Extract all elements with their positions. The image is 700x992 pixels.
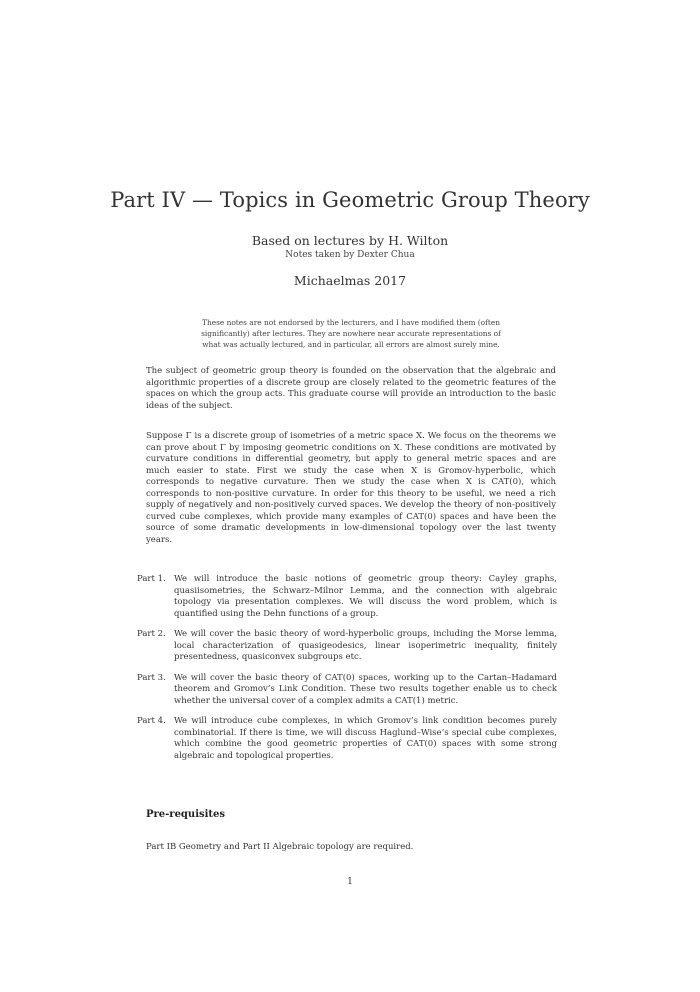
lecturer-line: Based on lectures by H. Wilton: [251, 233, 449, 248]
term-line: Michaelmas 2017: [293, 273, 407, 288]
course-part-item: [137, 574, 557, 620]
part-description: We will cover the basic theory of word-hyperbolic groups, including the Morse lemma, local characterization of quasigeodesics, linear isoperimetric inequality, finitely presentedness, quasiconvex subgroups etc.: [174, 629, 557, 662]
page-number: 1: [347, 877, 353, 887]
course-part-item: [137, 629, 557, 664]
part-label: Part 2.: [137, 629, 166, 639]
part-description: We will introduce cube complexes, in which Gromov’s link condition becomes purely combinatorial. If there is time, we will discuss Haglund–Wise’s special cube complexes, which combine the good geometric properties of CAT(0) spaces with some strong algebraic and topological properties.: [174, 716, 557, 761]
part-label: Part 4.: [137, 716, 166, 726]
part-description: We will cover the basic theory of CAT(0) spaces, working up to the Cartan–Hadamard theorem and Gromov’s Link Condition. These two results together enable us to check whether the universal cover of a complex admits a CAT(1) metric.: [174, 672, 557, 706]
prerequisites-heading: Pre-requisites: [146, 809, 226, 820]
prerequisites-text: Part IB Geometry and Part II Algebraic topology are required.: [146, 842, 414, 852]
course-part-item: [137, 716, 557, 762]
part-description: We will introduce the basic notions of geometric group theory: Cayley graphs, quasiisometries, the Schwarz–Milnor Lemma, and the connection with algebraic topology via presentation complexes. We will discuss the word problem, which is quantified using the Dehn functions of a group.: [174, 574, 557, 619]
notes-author-line: Notes taken by Dexter Chua: [285, 250, 415, 260]
course-part-item: [137, 673, 557, 708]
overview-paragraph: Suppose Γ is a discrete group of isometries of a metric space X. We focus on the theorems we can prove about Γ by imposing geometric conditions on X. These conditions are motivated by curvature conditions in differential geometry, but apply to general metric spaces and are much easier to state. First we study the case when X is Gromov-hyperbolic, which corresponds to negative curvature. Then we study the case when X is CAT(0), which corresponds to non-positive curvature. In order for this theory to be useful, we need a rich supply of negatively and non-positively curved spaces. We develop the theory of non-positively curved cube complexes, which provide many examples of CAT(0) spaces and have been the source of some dramatic developments in low-dimensional topology over the last twenty years.: [146, 431, 556, 545]
part-label: Part 3.: [137, 672, 166, 683]
course-parts-list: [137, 574, 557, 771]
document-title: Part IV — Topics in Geometric Group Theory: [110, 188, 590, 212]
part-label: Part 1.: [137, 574, 166, 584]
intro-paragraph: The subject of geometric group theory is founded on the observation that the algebraic and algorithmic properties of a discrete group are closely related to the geometric features of the spaces on which the group acts. This graduate course will provide an introduction to the basic ideas of the subject.: [146, 366, 556, 411]
disclaimer: These notes are not endorsed by the lecturers, and I have modified them (often significantly) after lectures. They are nowhere near accurate representations of what was actually lectured, and in particular, all errors are almost surely mine.: [201, 318, 501, 350]
